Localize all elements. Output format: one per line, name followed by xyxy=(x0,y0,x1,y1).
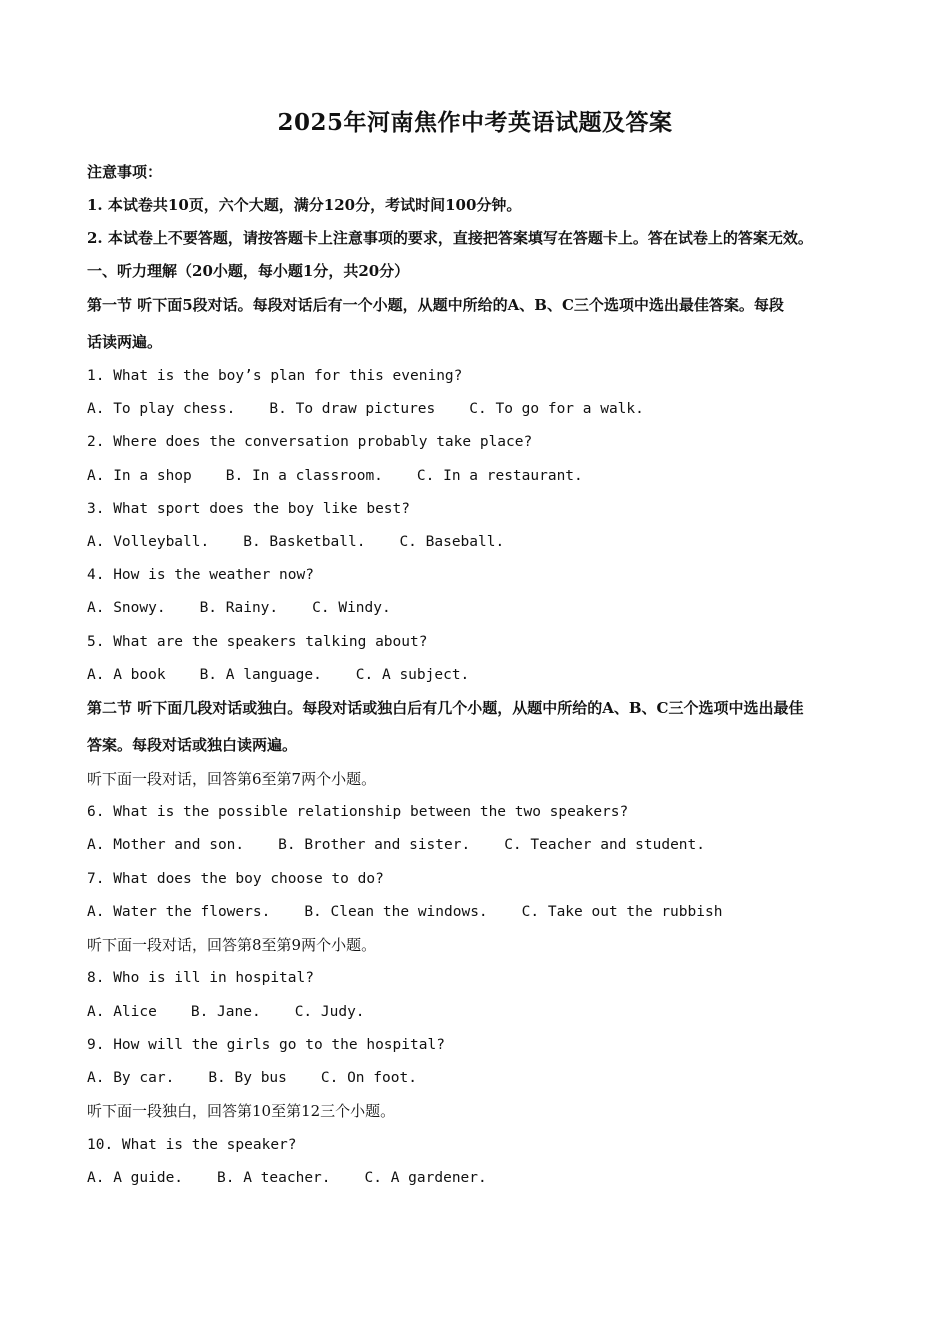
question-1: 1. What is the boy’s plan for this evening? xyxy=(87,368,463,384)
option-c: C. Baseball. xyxy=(399,534,505,550)
option-b: B. Clean the windows. xyxy=(304,904,488,920)
notes-heading: 注意事项： xyxy=(87,163,163,181)
group-intro-10-12: 听下面一段独白，回答第10至第12三个小题。 xyxy=(87,1102,396,1120)
section2-instruction: 第二节 听下面几段对话或独白。每段对话或独白后有几个小题，从题中所给的A、B、C三个选项中选出最佳 xyxy=(87,699,804,717)
question-6-options xyxy=(87,835,705,855)
question-10-options xyxy=(87,1168,487,1188)
option-b: B. A teacher. xyxy=(217,1170,331,1186)
question-8: 8. Who is ill in hospital? xyxy=(87,970,314,986)
option-c: C. To go for a walk. xyxy=(469,401,644,417)
option-a: A. In a shop xyxy=(87,468,192,484)
option-c: C. Judy. xyxy=(294,1004,365,1020)
option-a: A. Alice xyxy=(87,1004,157,1020)
question-1-options xyxy=(87,399,644,419)
question-6: 6. What is the possible relationship between the two speakers? xyxy=(87,804,629,820)
option-c: C. A subject. xyxy=(355,667,470,683)
question-3: 3. What sport does the boy like best? xyxy=(87,501,411,517)
section1-instruction: 第一节 听下面5段对话。每段对话后有一个小题，从题中所给的A、B、C三个选项中选出最佳答案。每段 xyxy=(87,296,784,314)
question-7-options xyxy=(87,902,722,922)
option-b: B. Rainy. xyxy=(199,600,279,616)
option-b: B. In a classroom. xyxy=(225,468,383,484)
option-a: A. A book xyxy=(87,667,166,683)
option-b: B. A language. xyxy=(199,667,322,683)
question-5-options xyxy=(87,665,469,685)
group-intro-8-9: 听下面一段对话，回答第8至第9两个小题。 xyxy=(87,936,377,954)
option-c: C. A gardener. xyxy=(364,1170,487,1186)
option-b: B. To draw pictures xyxy=(269,401,436,417)
question-9-options xyxy=(87,1068,417,1088)
option-a: A. To play chess. xyxy=(87,401,236,417)
question-4: 4. How is the weather now? xyxy=(87,567,314,583)
option-b: B. Brother and sister. xyxy=(278,837,471,853)
section1-instruction-cont: 话读两遍。 xyxy=(87,333,163,351)
section2-instruction-cont: 答案。每段对话或独白读两遍。 xyxy=(87,736,298,754)
notes-item-1: 1. 本试卷共10页，六个大题，满分120分，考试时间100分钟。 xyxy=(87,196,522,214)
question-5: 5. What are the speakers talking about? xyxy=(87,634,428,650)
option-b: B. Jane. xyxy=(190,1004,261,1020)
option-a: A. Volleyball. xyxy=(87,534,210,550)
option-a: A. Snowy. xyxy=(87,600,166,616)
question-3-options xyxy=(87,532,504,552)
option-c: C. Take out the rubbish xyxy=(521,904,723,920)
group-intro-6-7: 听下面一段对话，回答第6至第7两个小题。 xyxy=(87,770,377,788)
question-4-options xyxy=(87,598,391,618)
notes-item-2: 2. 本试卷上不要答题，请按答题卡上注意事项的要求，直接把答案填写在答题卡上。答在试卷上的答案无效。 xyxy=(87,229,813,247)
question-10: 10. What is the speaker? xyxy=(87,1137,297,1153)
question-9: 9. How will the girls go to the hospital? xyxy=(87,1037,445,1053)
part1-heading: 一、听力理解（20小题，每小题1分，共20分） xyxy=(87,262,410,280)
option-a: A. Mother and son. xyxy=(87,837,245,853)
option-a: A. By car. xyxy=(87,1070,175,1086)
option-a: A. A guide. xyxy=(87,1170,184,1186)
option-c: C. Teacher and student. xyxy=(504,837,705,853)
page-title: 2025年河南焦作中考英语试题及答案 xyxy=(277,109,673,136)
option-c: C. On foot. xyxy=(320,1070,417,1086)
question-2-options xyxy=(87,466,583,486)
option-a: A. Water the flowers. xyxy=(87,904,271,920)
option-b: B. By bus xyxy=(208,1070,287,1086)
option-b: B. Basketball. xyxy=(243,534,366,550)
question-2: 2. Where does the conversation probably take place? xyxy=(87,434,533,450)
question-8-options xyxy=(87,1002,365,1022)
question-7: 7. What does the boy choose to do? xyxy=(87,871,384,887)
option-c: C. In a restaurant. xyxy=(416,468,583,484)
option-c: C. Windy. xyxy=(312,600,391,616)
